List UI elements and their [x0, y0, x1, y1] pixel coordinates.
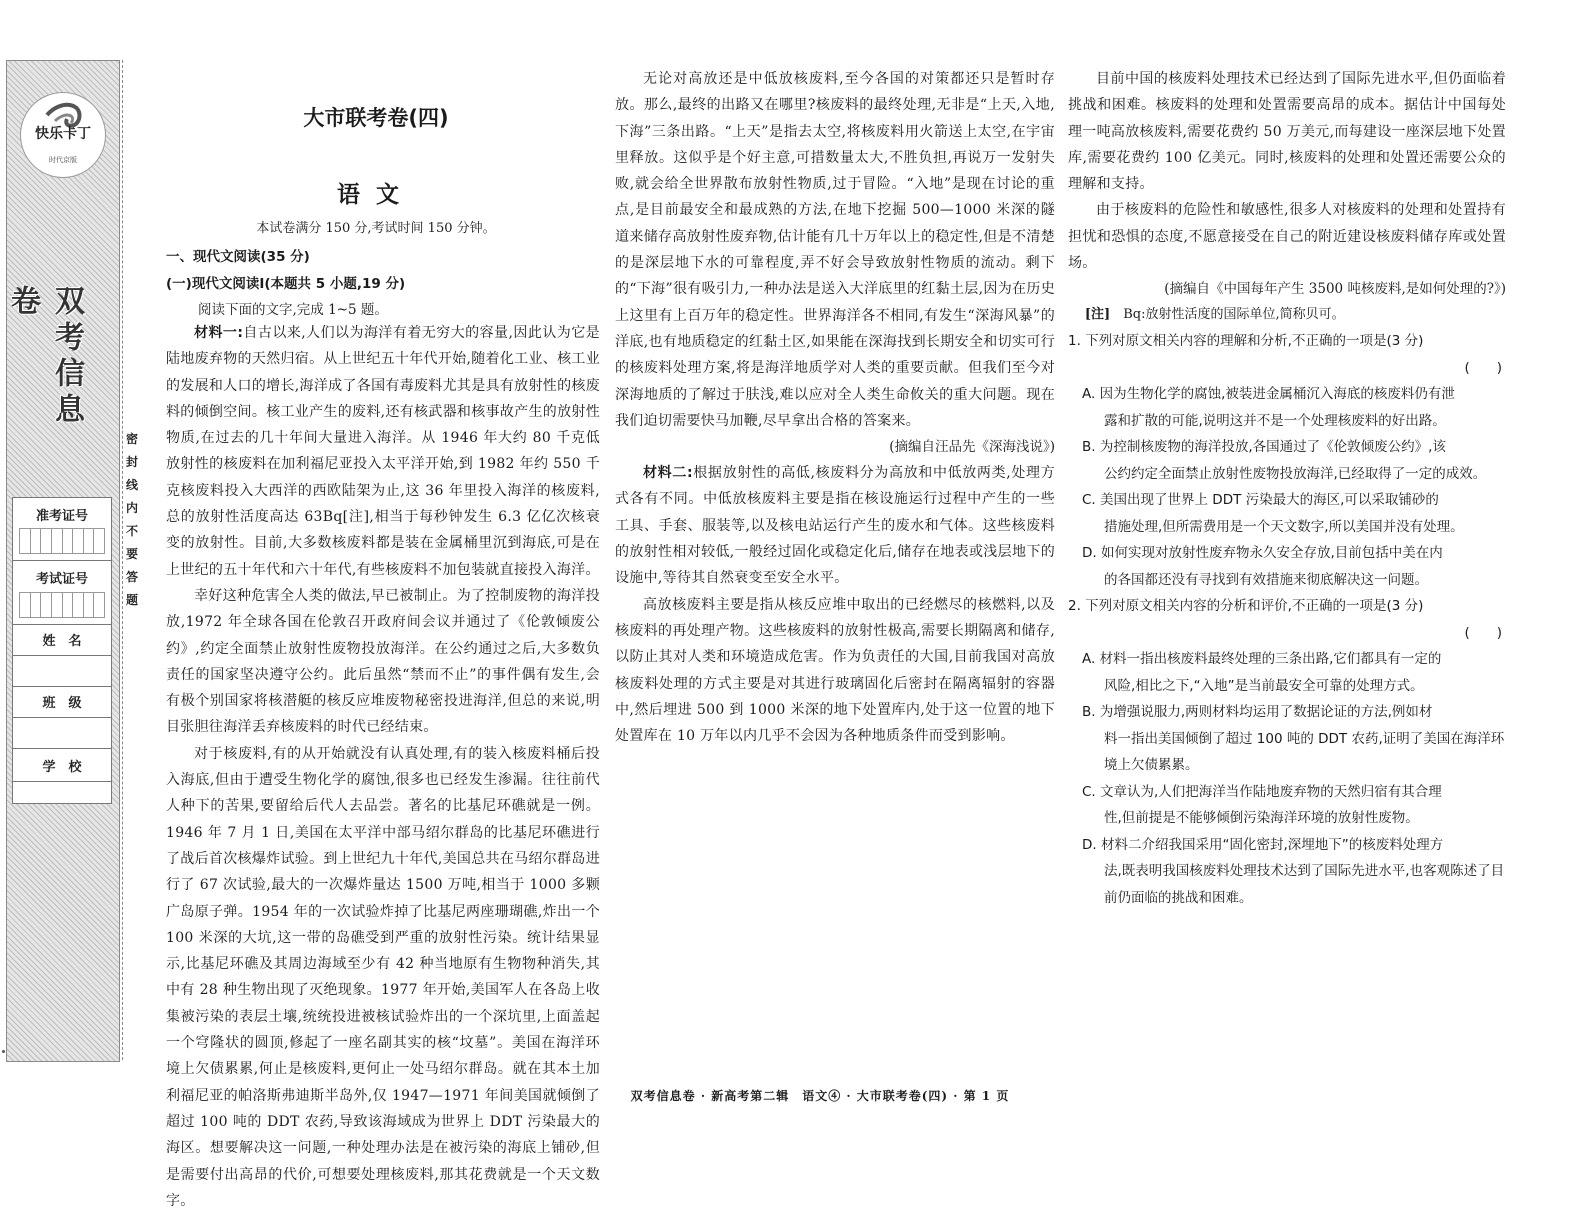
seal-warning: 密封线内不要答题: [125, 432, 138, 607]
candidate-info-box: [12, 497, 112, 804]
scan-dot: [2, 1050, 5, 1053]
logo-subtext: 时代京版: [49, 156, 77, 164]
material-1-paragraph-2: 幸好这种危害全人类的做法,早已被制止。为了控制废物的海洋投放,1972 年全球各国在伦敦召开政府间会议并通过了《伦敦倾废公约》,约定全面禁止放射性废物投放海洋。在公约通过之后,大多数负责任的国家坚决遵守公约。此后虽然“禁而不止”的事件偶有发生,会有极个别国家将核潜艇的核反应堆废物秘密投进海洋,但总的来说,明目张胆往海洋丢弃核废料的时代已经结束。: [166, 587, 600, 736]
material-2-paragraph-3: 目前中国的核废料处理技术已经达到了国际先进水平,但仍面临着挑战和困难。核废料的处理和处置需要高昂的成本。据估计中国每处理一吨高放核废料,需要花费约 50 万美元,而每建设一座深层地下处置库,需要花费约 100 亿美元。同时,核废料的处理和处置还需要公众的理解和支持。: [1068, 71, 1506, 193]
question-1-option-d[interactable]: D. 如何实现对放射性废弃物永久安全存放,目前包括中美在内 的各国都还没有寻找到有效措施来彻底解决这一问题。: [1082, 545, 1443, 588]
subsection-heading: (一)现代文阅读Ⅰ(本题共 5 小题,19 分): [166, 276, 406, 292]
logo-text: 快乐卡丁: [35, 126, 91, 142]
material-1-paragraph-1: 材料一:自古以来,人们以为海洋有着无穷大的容量,因此认为它是陆地废弃物的天然归宿。从上世纪五十年代开始,随着化工业、核工业的发展和人口的增长,海洋成了各国有毒废料尤其是具有放射性的核废料的倾倒空间。核工业产生的废料,还有核武器和核事故产生的放射性物质,在过去的几十年间大量进入海洋。从 1946 年大约 80 千克低放射性的核废料在加利福尼亚投入太平洋开始,到 1982 年约 550 千克核废料投入大西洋的西欧陆架为止,这 36 年里投入海洋的核废料,总的放射性活度高达 63Bq[注],相当于每秒钟发生 6.3 亿亿次核衰变的放射性。目前,大多数核废料都是装在金属桶里沉到海底,可是在上世纪的五十年代和六十年代,有些核废料不加包装就直接投入海洋。: [166, 325, 600, 578]
question-1-answer-blank[interactable]: ( ): [1464, 359, 1502, 376]
question-1-stem: 1. 下列对原文相关内容的理解和分析,不正确的一项是(3 分): [1068, 333, 1424, 350]
material-1-paragraph-3: 对于核废料,有的从开始就没有认真处理,有的装入核废料桶后投入海底,但由于遭受生物化学的腐蚀,很多也已经发生渗漏。往往前代人种下的苦果,要留给后代人去品尝。著名的比基尼环礁就是一例。1946 年 7 月 1 日,美国在太平洋中部马绍尔群岛的比基尼环礁进行了战后首次核爆炸试验。到上世纪九十年代,美国总共在马绍尔群岛进行了 67 次试验,最大的一次爆炸量达 1500 万吨,相当于 1000 多颗广岛原子弹。1954 年的一次试验炸掉了比基尼两座珊瑚礁,炸出一个 100 米深的大坑,这一带的岛礁受到严重的放射性污染。统计结果显示,比基尼环礁及其周边海域至少有 42 种当地原有生物物种消失,其中有 28 种生物出现了灭绝现象。1977 年开始,美国军人在各岛上收集被污染的表层土壤,统统投进被核试验炸出的一个深坑里,上面盖起一个穹隆状的圆顶,修起了一座名副其实的核“坟墓”。美国在海洋环境上欠债累累,何止是核废料,更何止一处马绍尔群岛。就在其本土加利福尼亚的帕洛斯弗迪斯半岛外,仅 1947—1971 年间美国就倾倒了超过 100 吨的 DDT 农药,导致该海域成为世界上 DDT 污染最大的海区。想要解决这一问题,一种处理办法是在被污染的海底上铺砂,但是需要付出高昂的代价,可想要处理核废料,那其花费就是一个天文数字。: [166, 745, 600, 1209]
page-footer: 双考信息卷 · 新高考第二辑 语文④ · 大市联考卷(四) · 第 1 页: [630, 1089, 1010, 1103]
column-2: [615, 66, 1055, 749]
field-label-exam-number: 考试证号: [35, 572, 88, 587]
question-1-option-b[interactable]: B. 为控制核废物的海洋投放,各国通过了《伦敦倾废公约》,该 公约约定全面禁止放射性废物投放海洋,已经取得了一定的成效。: [1082, 439, 1487, 482]
material-1-label: 材料一:: [194, 325, 244, 341]
footnote-label: [注]: [1084, 307, 1111, 323]
field-label-admission-number: 准考证号: [35, 509, 88, 524]
exam-title: 大市联考卷(四): [303, 106, 449, 130]
publisher-logo: [20, 92, 106, 178]
material-2-label: 材料二:: [643, 465, 693, 482]
question-2-option-a[interactable]: A. 材料一指出核废料最终处理的三条出路,它们都具有一定的 风险,相比之下,“入地”是当前最安全可靠的处理方式。: [1082, 651, 1442, 694]
question-1: [1068, 328, 1506, 593]
question-1-option-a[interactable]: A. 因为生物化学的腐蚀,被装进金属桶沉入海底的核废料仍有泄 露和扩散的可能,说明这并不是一个处理核废料的好出路。: [1082, 386, 1455, 429]
question-2-option-b[interactable]: B. 为增强说服力,两则材料均运用了数据论证的方法,例如材 料一指出美国倾倒了超过 100 吨的 DDT 农药,证明了美国在海洋环境上欠债累累。: [1082, 704, 1505, 774]
column-3: [1068, 66, 1506, 911]
question-2-answer-blank[interactable]: ( ): [1464, 624, 1502, 641]
question-2-option-d[interactable]: D. 材料二介绍我国采用“固化密封,深埋地下”的核废料处理方 法,既表明我国核废料处理技术达到了国际先进水平,也客观陈述了目前仍面临的挑战和困难。: [1082, 836, 1505, 906]
exam-number-grid[interactable]: [19, 592, 105, 618]
section-heading: 一、现代文阅读(35 分): [166, 249, 310, 265]
reading-instruction: 阅读下面的文字,完成 1~5 题。: [198, 302, 388, 318]
material-2-source: (摘编自《中国每年产生 3500 吨核废料,是如何处理的?》): [1164, 281, 1506, 298]
subject-title: 语文: [337, 182, 415, 208]
material-2-paragraph-1: 材料二:根据放射性的高低,核废料分为高放和中低放两类,处理方式各有不同。中低放核废料主要是指在核设施运行过程中产生的一些工具、手套、服装等,以及核电站运行产生的废水和气体。这些核废料的放射性相对较低,一般经过固化或稳定化后,储存在地表或浅层地下的设施中,等待其自然衰变至安全水平。: [615, 465, 1055, 587]
name-field[interactable]: [13, 655, 111, 656]
brand-vertical-title: 双考信息卷: [5, 285, 84, 429]
footnote: [注] Bq:放射性活度的国际单位,简称贝可。: [1084, 307, 1345, 323]
field-label-class: 班 级: [42, 696, 82, 711]
material-2-paragraph-2: 高放核废料主要是指从核反应堆中取出的已经燃尽的核燃料,以及核废料的再处理产物。这些核废料的放射性极高,需要长期隔离和储存,以防止其对人类和环境造成危害。作为负责任的大国,目前我国对高放核废料处理的方式主要是对其进行玻璃固化后密封在隔离辐射的容器中,然后埋进 500 到 1000 米深的地下处置库内,处于这一位置的地下处置库在 10 万年以内几乎不会因为各种地质条件而受到影响。: [615, 596, 1055, 745]
field-label-school: 学 校: [42, 760, 82, 775]
question-2: [1068, 593, 1506, 911]
exam-note: 本试卷满分 150 分,考试时间 150 分钟。: [256, 221, 496, 236]
class-field[interactable]: [13, 717, 111, 718]
admission-number-grid[interactable]: [19, 528, 105, 554]
seal-line: [122, 60, 123, 1060]
field-label-name: 姓 名: [42, 634, 82, 649]
material-1-text-a: [166, 320, 600, 1214]
question-1-option-c[interactable]: C. 美国出现了世界上 DDT 污染最大的海区,可以采取铺砂的 措施处理,但所需费用是一个天文数字,所以美国并没有处理。: [1082, 492, 1464, 535]
material-1-paragraph-4: 无论对高放还是中低放核废料,至今各国的对策都还只是暂时存放。那么,最终的出路又在哪里?核废料的最终处理,无非是“上天,入地,下海”三条出路。“上天”是指去太空,将核废料用火箭送上太空,在宇宙里释放。这似乎是个好主意,可措数量太大,不胜负担,再说万一发射失败,就会给全世界散布放射性物质,过于冒险。“入地”是现在讨论的重点,是目前最安全和最成熟的方法,在地下挖掘 500—1000 米深的隧道来储存高放射性废弃物,估计能有几十万年以上的稳定性,但是不清楚的是深层地下水的可靠程度,弄不好会导致放射性物质的流动。剩下的“下海”很有吸引力,一种办法是送入大洋底里的红黏土层,因为在历史上这里有上百万年的稳定性。世界海洋各不相同,有发生“深海风暴”的洋底,也有地质稳定的红黏土区,如果能在深海找到长期安全和切实可行的核废料处理方案,将是海洋地质学对人类的重要贡献。但我们至今对深海地质的了解过于肤浅,难以应对全人类生命攸关的重大问题。现在我们迫切需要快马加鞭,尽早拿出合格的答案来。: [615, 71, 1055, 429]
material-1-source: (摘编自汪品先《深海浅说》): [889, 439, 1055, 456]
school-field[interactable]: [13, 781, 111, 782]
question-2-option-c[interactable]: C. 文章认为,人们把海洋当作陆地废弃物的天然归宿有其合理 性,但前提是不能够倾倒污染海洋环境的放射性废物。: [1082, 783, 1442, 827]
material-2-paragraph-4: 由于核废料的危险性和敏感性,很多人对核废料的处理和处置持有担忧和恐惧的态度,不愿意接受在自己的附近建设核废料储存库或处置场。: [1068, 202, 1506, 272]
question-2-stem: 2. 下列对原文相关内容的分析和评价,不正确的一项是(3 分): [1068, 598, 1424, 615]
